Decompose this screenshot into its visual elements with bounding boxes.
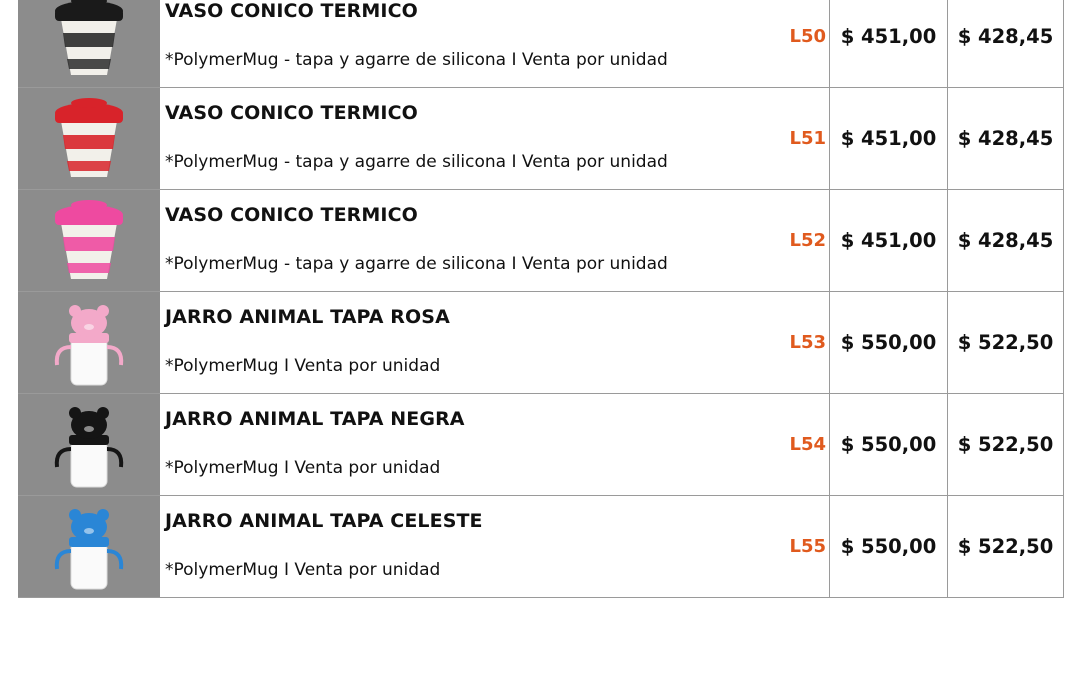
- product-description: *PolymerMug - tapa y agarre de silicona I Venta por unidad: [165, 50, 668, 70]
- wholesale-price: $ 522,50: [947, 292, 1064, 393]
- unit-price: $ 451,00: [829, 190, 947, 291]
- animal-sippy-cup-pink-icon: [41, 295, 137, 391]
- product-name: VASO CONICO TERMICO: [165, 204, 418, 226]
- table-row: [18, 190, 1064, 292]
- wholesale-price: $ 428,45: [947, 88, 1064, 189]
- product-thumbnail: [18, 292, 160, 393]
- product-thumbnail: [18, 88, 160, 189]
- product-name: VASO CONICO TERMICO: [165, 102, 418, 124]
- product-description: *PolymerMug I Venta por unidad: [165, 560, 441, 580]
- unit-price: $ 451,00: [829, 88, 947, 189]
- wholesale-price: $ 428,45: [947, 190, 1064, 291]
- product-code: L54: [789, 434, 826, 455]
- product-description: *PolymerMug - tapa y agarre de silicona I Venta por unidad: [165, 152, 668, 172]
- unit-price: $ 550,00: [829, 292, 947, 393]
- product-code: L52: [789, 230, 826, 251]
- product-thumbnail: [18, 394, 160, 495]
- wholesale-price: $ 522,50: [947, 394, 1064, 495]
- product-description: *PolymerMug I Venta por unidad: [165, 458, 441, 478]
- product-description: *PolymerMug I Venta por unidad: [165, 356, 441, 376]
- conical-mug-red-icon: [41, 91, 137, 187]
- product-description: *PolymerMug - tapa y agarre de silicona I Venta por unidad: [165, 254, 668, 274]
- product-thumbnail: [18, 190, 160, 291]
- product-code: L50: [789, 26, 826, 47]
- wholesale-price: $ 522,50: [947, 496, 1064, 597]
- unit-price: $ 550,00: [829, 496, 947, 597]
- product-thumbnail: [18, 0, 160, 87]
- table-row: [18, 394, 1064, 496]
- wholesale-price: $ 428,45: [947, 0, 1064, 87]
- table-row: [18, 0, 1064, 88]
- product-name: JARRO ANIMAL TAPA CELESTE: [165, 510, 483, 532]
- table-row: [18, 292, 1064, 394]
- table-row: [18, 496, 1064, 598]
- product-code: L55: [789, 536, 826, 557]
- product-code: L53: [789, 332, 826, 353]
- unit-price: $ 451,00: [829, 0, 947, 87]
- conical-mug-pink-icon: [41, 193, 137, 289]
- animal-sippy-cup-black-icon: [41, 397, 137, 493]
- table-row: [18, 88, 1064, 190]
- conical-mug-black-icon: [41, 0, 137, 85]
- animal-sippy-cup-blue-icon: [41, 499, 137, 595]
- product-name: JARRO ANIMAL TAPA NEGRA: [165, 408, 465, 430]
- price-table: [18, 0, 1064, 598]
- product-name: JARRO ANIMAL TAPA ROSA: [165, 306, 450, 328]
- product-thumbnail: [18, 496, 160, 597]
- product-code: L51: [789, 128, 826, 149]
- product-name: VASO CONICO TERMICO: [165, 0, 418, 22]
- unit-price: $ 550,00: [829, 394, 947, 495]
